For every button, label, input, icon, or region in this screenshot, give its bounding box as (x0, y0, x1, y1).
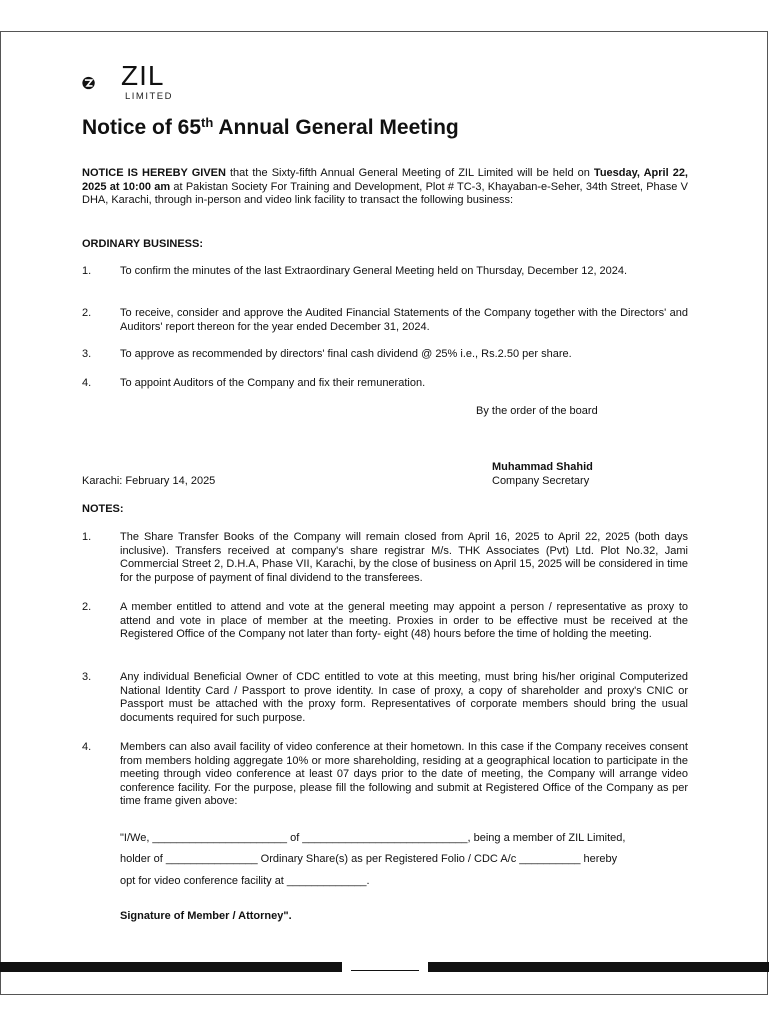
zil-logo-icon (82, 63, 122, 103)
logo-sub: LIMITED (125, 91, 173, 102)
page-title: Notice of 65th Annual General Meeting (82, 115, 459, 139)
place-date: Karachi: February 14, 2025 (82, 475, 216, 487)
signatory-title: Company Secretary (492, 475, 590, 487)
business-item: To approve as recommended by directors' final cash dividend @ 25% i.e., Rs.2.50 per share. (120, 348, 572, 360)
footer-bar-right (428, 962, 769, 972)
note-item: Any individual Beneficial Owner of CDC entitled to vote at this meeting, must bring his/her original Computerized National Identity Card / Passport to prove identity. In case of proxy, a copy of shareholder and proxy's CNIC or Passport must be attached with the proxy form. Representatives of corporate members should bring the usual documents required for such purpose. (120, 671, 688, 724)
signature-line: Signature of Member / Attorney". (120, 910, 292, 922)
form-line-3: opt for video conference facility at _____________. (120, 875, 370, 887)
signatory-name: Muhammad Shahid (492, 461, 593, 473)
notes-heading: NOTES: (82, 503, 124, 515)
form-line-1: "I/We, ______________________ of ___________________________, being a member of ZIL Limited, (120, 832, 626, 844)
note-num: 3. (82, 671, 92, 683)
business-num: 2. (82, 307, 92, 319)
form-line-2: holder of _______________ Ordinary Share(s) as per Registered Folio / CDC A/c __________ hereby (120, 853, 618, 865)
business-item: To receive, consider and approve the Audited Financial Statements of the Company together with the Directors' and Auditors' report thereon for the year ended December 31, 2024. (120, 307, 688, 333)
footer-center-line (351, 970, 419, 971)
by-order-text: By the order of the board (476, 405, 598, 417)
note-item: Members can also avail facility of video conference at their hometown. In this case if the Company receives consent from members holding aggregate 10% or more shareholding, residing at a geographical location to participate in the meeting through video conference at least 07 days prior to the date of meeting, the Company will arrange video conference facility. For the purpose, please fill the following and submit at Registered Office of the Company as per time frame given above: (120, 741, 688, 808)
business-item: To appoint Auditors of the Company and fix their remuneration. (120, 377, 426, 389)
business-num: 4. (82, 377, 92, 389)
note-num: 1. (82, 531, 92, 543)
note-item: A member entitled to attend and vote at the general meeting may appoint a person / representative as proxy to attend and vote in place of member at the meeting. Proxies in order to be effective must be received at the Registered Office of the Company not later than forty- eight (48) hours before the time of holding the meeting. (120, 601, 688, 641)
logo-name: ZIL (121, 60, 165, 91)
business-item: To confirm the minutes of the last Extraordinary General Meeting held on Thursday, December 12, 2024. (120, 265, 628, 277)
business-num: 1. (82, 265, 92, 277)
note-num: 4. (82, 741, 92, 753)
ordinary-business-heading: ORDINARY BUSINESS: (82, 238, 204, 250)
intro-paragraph: NOTICE IS HEREBY GIVEN that the Sixty-fifth Annual General Meeting of ZIL Limited will be held on Tuesday, April 22, 2025 at 10:00 am at Pakistan Society For Training and Development, Plot # TC-3, Khayaban-e-Seher, 34th Street, Phase V DHA, Karachi, through in-person and video link facility to transact the following business: (82, 167, 689, 207)
business-num: 3. (82, 348, 92, 360)
footer-bar-left (0, 962, 342, 972)
note-num: 2. (82, 601, 92, 613)
note-item: The Share Transfer Books of the Company will remain closed from April 16, 2025 to April 22, 2025 (both days inclusive). Transfers received at company's share registrar M/s. THK Associates (Pvt) Ltd. Plot No.32, Jami Commercial Street 2, D.H.A, Phase VII, Karachi, by the close of business on April 15, 2025 will be considered in time for the purpose of payment of final dividend to the transferees. (120, 531, 688, 584)
